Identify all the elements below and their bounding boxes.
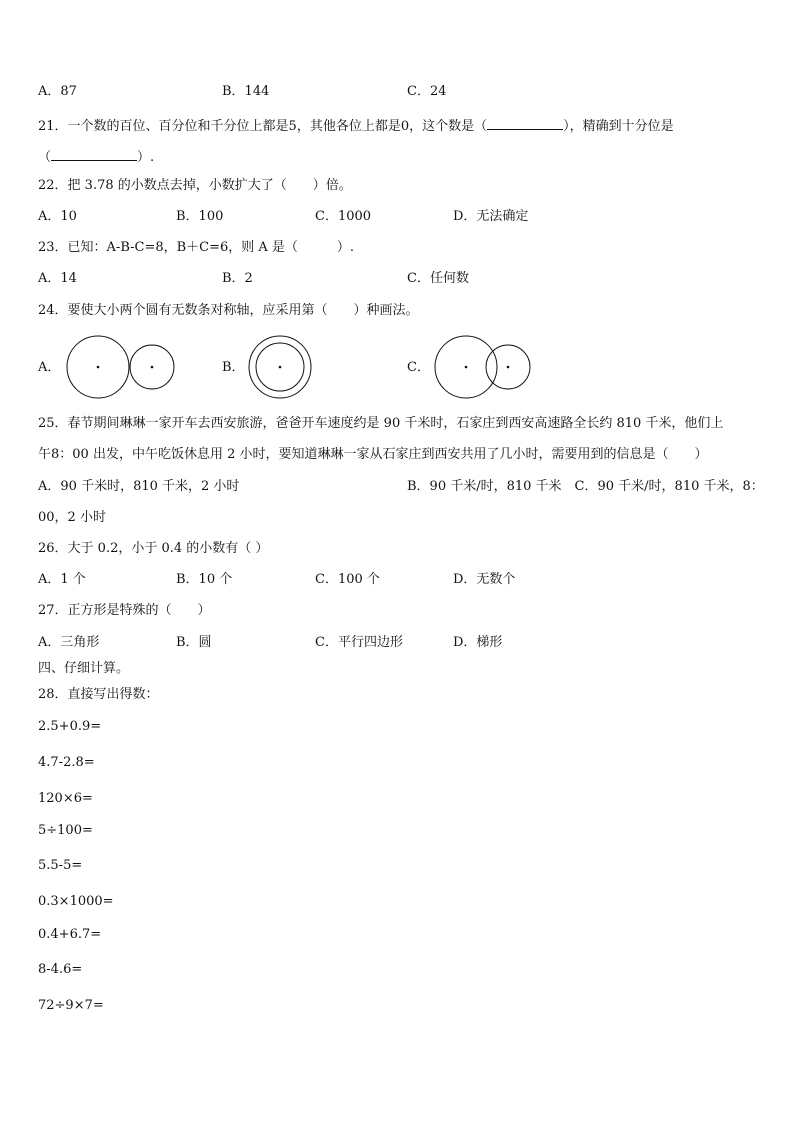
q23-option-a: A．14 (38, 271, 77, 286)
q21-text-a: 21．一个数的百位、百分位和千分位上都是5，其他各位上都是0，这个数是（ (38, 119, 488, 134)
center-dot (507, 366, 510, 369)
q22-option-a: A．10 (38, 209, 77, 224)
q21-blank-1 (487, 116, 563, 130)
calc-item: 8-4.6= (38, 962, 83, 977)
q25-line4: 00，2 小时 (38, 510, 106, 525)
q24-option-b: B． (222, 360, 245, 375)
q24-figure-b (248, 334, 314, 400)
q26-option-d: D．无数个 (453, 572, 516, 587)
q21-text-b: ），精确到十分位是 (563, 119, 674, 134)
q27-question: 27．正方形是特殊的（ ） (38, 603, 211, 618)
center-dot (97, 366, 100, 369)
q22-option-b: B．100 (176, 209, 224, 224)
q24-question: 24．要使大小两个圆有无数条对称轴，应采用第（ ）种画法。 (38, 303, 419, 318)
q27-option-a: A．三角形 (38, 635, 100, 650)
q23-question: 23．已知：A-B-C=8，B＋C=6，则 A 是（ ）. (38, 240, 355, 255)
q20-option-a: A．87 (38, 84, 77, 99)
calc-item: 0.4+6.7= (38, 927, 102, 942)
q27-option-b: B．圆 (176, 635, 212, 650)
q21-line1 (38, 116, 674, 135)
q23-option-b: B．2 (222, 271, 253, 286)
q20-option-b: B．144 (222, 84, 270, 99)
calc-item: 5÷100= (38, 823, 93, 838)
calc-item: 72÷9×7= (38, 998, 104, 1013)
calc-item: 120×6= (38, 791, 93, 806)
q24-figure-a (66, 334, 178, 400)
q25-line2: 午8：00 出发，中午吃饭休息用 2 小时，要知道琳琳一家从石家庄到西安共用了几小时，需要用到的信息是（ ） (38, 447, 708, 462)
q22-question: 22．把 3.78 的小数点去掉，小数扩大了（ ）倍。 (38, 178, 352, 193)
q21-text-d: ）. (137, 150, 155, 165)
center-dot (151, 366, 154, 369)
q26-question: 26．大于 0.2，小于 0.4 的小数有（ ） (38, 541, 269, 556)
q25-option-bc: B．90 千米/时，810 千米 C．90 千米/时，810 千米，8： (407, 479, 764, 494)
q27-option-c: C．平行四边形 (315, 635, 403, 650)
q23-option-c: C．任何数 (407, 271, 469, 286)
q21-blank-2 (51, 147, 137, 161)
q25-option-a: A．90 千米时，810 千米，2 小时 (38, 479, 240, 494)
q22-option-d: D．无法确定 (453, 209, 529, 224)
q21-text-c: （ (38, 150, 52, 165)
q27-option-d: D．梯形 (453, 635, 503, 650)
q26-option-b: B．10 个 (176, 572, 233, 587)
q26-option-a: A．1 个 (38, 572, 86, 587)
calc-item: 2.5+0.9= (38, 719, 102, 734)
q24-option-c: C． (407, 360, 430, 375)
calc-item: 5.5-5= (38, 858, 83, 873)
center-dot (279, 366, 282, 369)
q24-option-a: A． (38, 360, 61, 375)
q26-option-c: C．100 个 (315, 572, 380, 587)
section-title: 四、仔细计算。 (38, 661, 130, 676)
center-dot (465, 366, 468, 369)
q21-line2 (38, 147, 154, 166)
q22-option-c: C．1000 (315, 209, 372, 224)
q24-figure-c (434, 334, 534, 400)
q25-line1: 25．春节期间琳琳一家开车去西安旅游，爸爸开车速度约是 90 千米时，石家庄到西安高速路全长约 810 千米，他们上 (38, 416, 724, 431)
q20-option-c: C．24 (407, 84, 447, 99)
calc-item: 4.7-2.8= (38, 755, 95, 770)
q28-question: 28．直接写出得数： (38, 687, 159, 702)
calc-item: 0.3×1000= (38, 894, 114, 909)
